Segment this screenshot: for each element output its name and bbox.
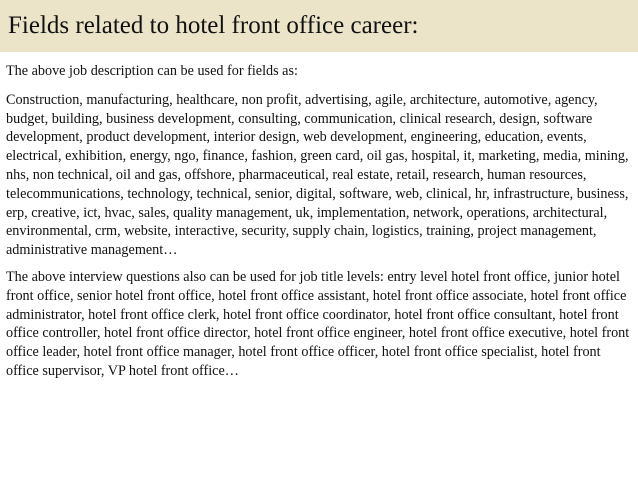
job-levels-paragraph: The above interview questions also can be used for job title levels: entry level hotel front office, junior hotel front office, senior hotel front office, hotel front office assistant, hotel front office associate, hotel front office administrator, hotel front office clerk, hotel front office coordinator, hotel front office consultant, hotel front office controller, hotel front office director, hotel front office engineer, hotel front office executive, hotel front office leader, hotel front office manager, hotel front office officer, hotel front office specialist, hotel front office supervisor, VP hotel front office… <box>6 268 630 379</box>
intro-text: The above job description can be used for fields as: <box>6 63 298 79</box>
fields-paragraph: Construction, manufacturing, healthcare, non profit, advertising, agile, architecture, automotive, agency, budget, building, business development, consulting, communication, clinical research, design, software development, product development, interior design, web development, engineering, education, events, electrical, exhibition, energy, ngo, finance, fashion, green card, oil gas, hospital, it, marketing, media, mining, nhs, non technical, oil and gas, offshore, pharmaceutical, real estate, retail, research, human resources, telecommunications, technology, technical, senior, digital, software, web, clinical, hr, infrastructure, business, erp, creative, ict, hvac, sales, quality management, uk, implementation, network, operations, architectural, environmental, crm, website, interactive, security, supply chain, logistics, training, project management, administrative management… <box>6 91 629 259</box>
title-bar <box>0 0 638 52</box>
slide-title: Fields related to hotel front office career: <box>8 12 419 39</box>
slide-content <box>6 62 634 381</box>
